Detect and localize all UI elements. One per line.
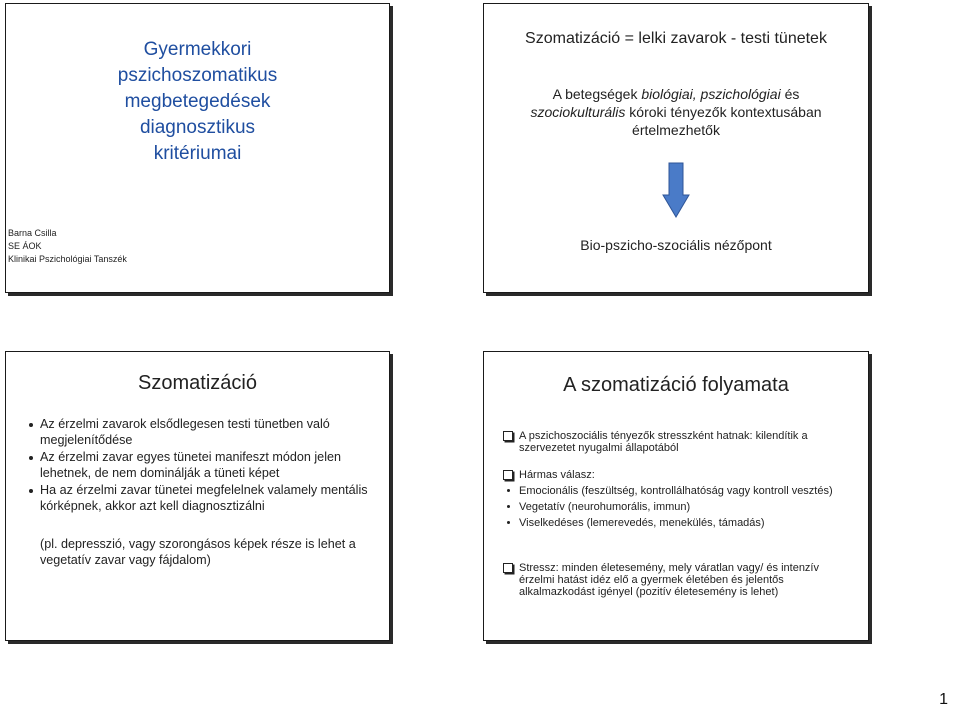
- checkbox-icon: [503, 470, 513, 480]
- slide2-footer: Bio-pszicho-szociális nézőpont: [580, 237, 772, 253]
- slide3-note: (pl. depresszió, vagy szorongásos képek része is lehet a vegetatív zavar vagy fájdalom): [40, 537, 356, 567]
- sub-text: és: [780, 86, 800, 102]
- list-item: Vegetatív (neurohumorális, immun): [494, 501, 854, 513]
- slide1-title: [6, 37, 389, 167]
- slide1-title-line: diagnosztikus: [139, 117, 256, 138]
- page-number: 1: [939, 691, 948, 708]
- list-item: Viselkedéses (lemerevedés, menekülés, támadás): [494, 517, 854, 529]
- slide2-title: Szomatizáció = lelki zavarok - testi tünetek: [525, 30, 827, 47]
- slide2-sub-line: értelmezhetők: [632, 122, 720, 138]
- sub-italic: biológiai, pszichológiai: [641, 86, 781, 102]
- item-text: A pszichoszociális tényezők stresszként hatnak: kilendítik a szervezetet nyugalmi állapotából: [519, 430, 808, 454]
- list-item: [494, 469, 854, 481]
- slide3-bullet-list: [29, 417, 369, 517]
- slide-title: [5, 3, 390, 293]
- slide4-item-triple-response: [494, 469, 854, 533]
- slide-somatization-definition: [483, 3, 869, 293]
- author-name: Barna Csilla: [8, 228, 57, 238]
- sub-text: kóroki tényezők kontextusában: [625, 104, 822, 120]
- slide1-title-line: Gyermekkori: [143, 39, 252, 60]
- slide1-author: [8, 227, 127, 266]
- list-item: Az érzelmi zavarok elsődlegesen testi tünetben való megjelenítődése: [29, 417, 369, 448]
- down-arrow-icon: [662, 162, 690, 218]
- slide-somatization: [5, 351, 390, 641]
- checkbox-icon: [503, 431, 513, 441]
- sub-text: A betegségek: [552, 86, 642, 102]
- slide2-sub-line: [502, 103, 850, 121]
- slide4-item-stress-factors: [494, 430, 854, 454]
- author-department: Klinikai Pszichológiai Tanszék: [8, 254, 127, 264]
- slide1-title-line: megbetegedések: [124, 91, 271, 112]
- item-text: Hármas válasz:: [519, 469, 595, 481]
- slide2-subtitle: [502, 85, 850, 139]
- list-item: Ha az érzelmi zavar tünetei megfelelnek valamely mentális kórképnek, akkor azt kell diagnosztizálni: [29, 483, 369, 514]
- slide2-sub-line: [502, 85, 850, 103]
- list-item: Az érzelmi zavar egyes tünetei manifeszt módon jelen lehetnek, de nem dominálják a tüneti képet: [29, 450, 369, 481]
- checkbox-icon: [503, 563, 513, 573]
- slide4-item-stress-definition: [494, 562, 854, 598]
- slide1-title-line: kritériumai: [153, 143, 242, 164]
- slide4-title: A szomatizáció folyamata: [563, 374, 789, 396]
- slide4-sub-list: [494, 485, 854, 529]
- list-item: [494, 430, 854, 454]
- list-item: [494, 562, 854, 598]
- item-text: Stressz: minden életesemény, mely váratlan vagy/ és intenzív érzelmi hatást idéz elő a gyermek életében és jelentős alkalmazkodást igényel (pozitív életesemény is lehet): [519, 562, 819, 598]
- list-item: Emocionális (feszültség, kontrollálhatóság vagy kontroll vesztés): [494, 485, 854, 497]
- author-institution: SE ÁOK: [8, 241, 42, 251]
- slide-somatization-process: [483, 351, 869, 641]
- slide1-title-line: pszichoszomatikus: [117, 65, 278, 86]
- slide3-title: Szomatizáció: [138, 372, 257, 394]
- sub-italic: szociokulturális: [530, 104, 626, 120]
